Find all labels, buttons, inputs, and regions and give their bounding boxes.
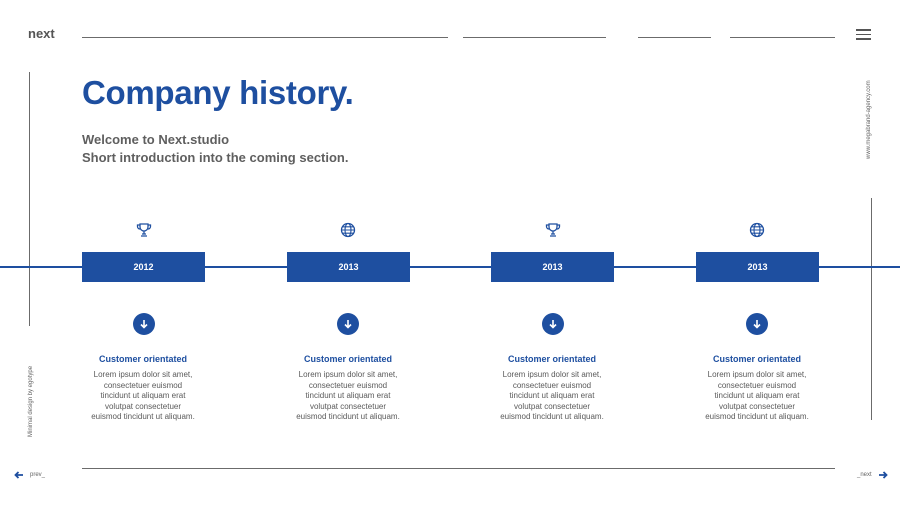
arrow-down-button[interactable]: [746, 313, 768, 335]
column-text-line: euismod tincidunt ut aliquam.: [705, 412, 809, 421]
column-text-line: euismod tincidunt ut aliquam.: [296, 412, 400, 421]
next-label: _next: [857, 472, 872, 478]
column-heading: Customer orientated: [303, 354, 392, 364]
column-text-line: tincidunt ut aliquam erat: [509, 391, 595, 400]
year-box: 2013: [491, 252, 614, 282]
header-divider: [638, 37, 711, 38]
column-text-line: volutpat consectetuer: [104, 401, 182, 411]
hamburger-menu-icon[interactable]: [856, 29, 871, 40]
header-divider: [463, 37, 606, 38]
column-text-line: tincidunt ut aliquam erat: [305, 391, 391, 400]
column-text: [472, 370, 632, 423]
column-text-line: tincidunt ut aliquam erat: [100, 391, 186, 400]
column-text: [63, 370, 223, 423]
column-text-line: Lorem ipsum dolor sit amet,: [93, 370, 193, 379]
subtitle-line-1: Welcome to Next.studio: [82, 132, 230, 147]
column-text: [677, 370, 837, 423]
column-text-line: tincidunt ut aliquam erat: [714, 391, 800, 400]
column-text-line: consectetuer euismod: [717, 380, 797, 390]
footer-divider: [82, 468, 835, 469]
column-text-line: euismod tincidunt ut aliquam.: [91, 412, 195, 421]
arrow-down-button[interactable]: [542, 313, 564, 335]
arrow-down-icon: [548, 319, 558, 329]
column-text-line: euismod tincidunt ut aliquam.: [500, 412, 604, 421]
right-vertical-divider: [871, 198, 872, 420]
year-box: 2012: [82, 252, 205, 282]
column-text-line: volutpat consectetuer: [513, 401, 591, 411]
trophy-icon: [545, 222, 561, 238]
arrow-down-button[interactable]: [337, 313, 359, 335]
header-divider: [82, 37, 448, 38]
logo[interactable]: next: [28, 26, 55, 41]
subtitle-line-2: Short introduction into the coming section.: [82, 150, 349, 165]
arrow-down-icon: [752, 319, 762, 329]
column-text-line: Lorem ipsum dolor sit amet,: [298, 370, 398, 379]
trophy-icon: [136, 222, 152, 238]
globe-icon: [749, 222, 765, 238]
prev-link[interactable]: [14, 471, 45, 479]
column-text-line: volutpat consectetuer: [309, 401, 387, 411]
globe-icon: [340, 222, 356, 238]
left-vertical-divider: [29, 72, 30, 326]
column-text-line: consectetuer euismod: [103, 380, 183, 390]
arrow-right-icon: [878, 471, 888, 479]
header-divider: [730, 37, 835, 38]
column-heading: Customer orientated: [712, 354, 801, 364]
year-box: 2013: [287, 252, 410, 282]
column-heading: Customer orientated: [507, 354, 596, 364]
column-text: [268, 370, 428, 423]
column-text-line: consectetuer euismod: [308, 380, 388, 390]
year-box: 2013: [696, 252, 819, 282]
column-text-line: consectetuer euismod: [512, 380, 592, 390]
arrow-down-button[interactable]: [133, 313, 155, 335]
website-text: www.megabrand-agency.com: [866, 80, 872, 159]
column-text-line: volutpat consectetuer: [718, 401, 796, 411]
column-heading: Customer orientated: [98, 354, 187, 364]
page-title: Company history.: [82, 74, 354, 111]
column-text-line: Lorem ipsum dolor sit amet,: [707, 370, 807, 379]
arrow-left-icon: [14, 471, 24, 479]
arrow-down-icon: [343, 319, 353, 329]
next-link[interactable]: [857, 471, 888, 479]
arrow-down-icon: [139, 319, 149, 329]
credit-text: Minimal design by egotype: [28, 365, 34, 437]
prev-label: prev_: [30, 472, 46, 478]
column-text-line: Lorem ipsum dolor sit amet,: [502, 370, 602, 379]
